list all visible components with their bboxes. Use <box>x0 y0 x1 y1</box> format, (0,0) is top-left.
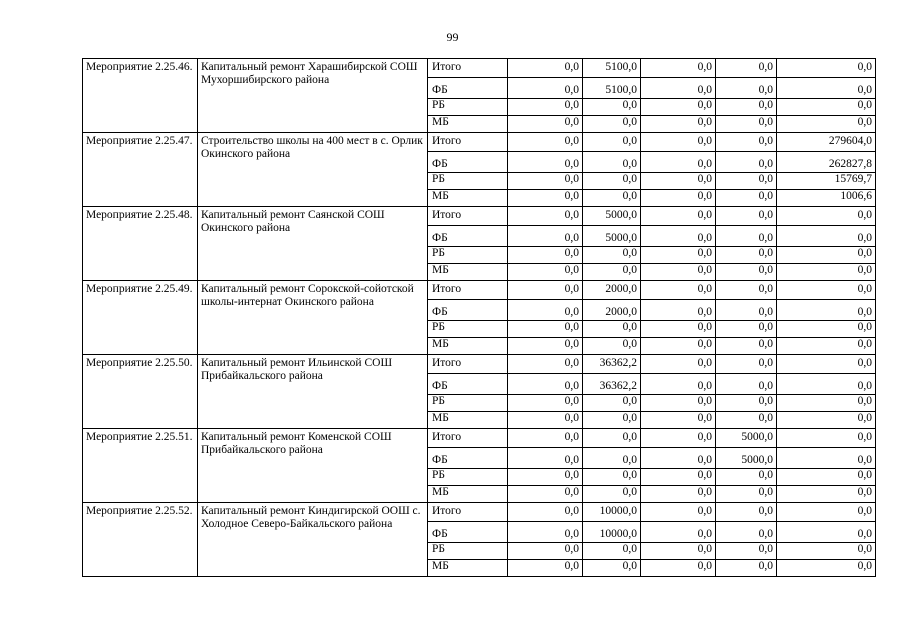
amount-cell: 0,0 <box>641 429 716 448</box>
amount-cell: 0,0 <box>777 543 876 560</box>
amount-cell: 0,0 <box>716 469 777 486</box>
activity-code: Мероприятие 2.25.49. <box>83 281 198 355</box>
amount-cell: 0,0 <box>583 99 641 116</box>
amount-cell: 1006,6 <box>777 190 876 207</box>
amount-cell: 0,0 <box>716 338 777 355</box>
amount-cell: 0,0 <box>716 374 777 395</box>
amount-cell: 0,0 <box>641 247 716 264</box>
amount-cell: 0,0 <box>641 264 716 281</box>
amount-cell: 0,0 <box>777 429 876 448</box>
amount-cell: 0,0 <box>777 522 876 543</box>
table-row <box>83 133 876 152</box>
activity-code: Мероприятие 2.25.52. <box>83 503 198 577</box>
amount-cell: 15769,7 <box>777 173 876 190</box>
activity-name: Капитальный ремонт Ильинской СОШ Прибайкальского района <box>198 355 428 429</box>
amount-cell: 0,0 <box>716 412 777 429</box>
activity-code: Мероприятие 2.25.47. <box>83 133 198 207</box>
amount-cell: 0,0 <box>508 321 583 338</box>
budget-table <box>82 58 876 577</box>
amount-cell: 0,0 <box>583 338 641 355</box>
table-row <box>83 503 876 522</box>
amount-cell: 0,0 <box>583 133 641 152</box>
table-row <box>83 59 876 78</box>
amount-cell: 0,0 <box>508 522 583 543</box>
amount-cell: 0,0 <box>583 469 641 486</box>
amount-cell: 0,0 <box>716 116 777 133</box>
funding-source: МБ <box>428 190 508 207</box>
amount-cell: 0,0 <box>508 152 583 173</box>
amount-cell: 0,0 <box>716 133 777 152</box>
amount-cell: 0,0 <box>641 338 716 355</box>
amount-cell: 0,0 <box>641 116 716 133</box>
funding-source: ФБ <box>428 78 508 99</box>
amount-cell: 0,0 <box>508 300 583 321</box>
amount-cell: 0,0 <box>641 59 716 78</box>
amount-cell: 0,0 <box>508 190 583 207</box>
amount-cell: 0,0 <box>508 226 583 247</box>
amount-cell: 0,0 <box>508 374 583 395</box>
funding-source: Итого <box>428 59 508 78</box>
activity-name: Строительство школы на 400 мест в с. Орлик Окинского района <box>198 133 428 207</box>
amount-cell: 0,0 <box>508 395 583 412</box>
amount-cell: 0,0 <box>641 226 716 247</box>
amount-cell: 0,0 <box>716 560 777 577</box>
amount-cell: 0,0 <box>641 99 716 116</box>
amount-cell: 0,0 <box>641 560 716 577</box>
amount-cell: 0,0 <box>716 207 777 226</box>
amount-cell: 0,0 <box>583 321 641 338</box>
funding-source: Итого <box>428 355 508 374</box>
amount-cell: 0,0 <box>508 448 583 469</box>
activity-name: Капитальный ремонт Киндигирской ООШ с. Холодное Северо-Байкальского района <box>198 503 428 577</box>
amount-cell: 0,0 <box>508 78 583 99</box>
amount-cell: 0,0 <box>641 374 716 395</box>
amount-cell: 0,0 <box>583 116 641 133</box>
activity-code: Мероприятие 2.25.48. <box>83 207 198 281</box>
amount-cell: 0,0 <box>777 355 876 374</box>
amount-cell: 0,0 <box>777 338 876 355</box>
funding-source: ФБ <box>428 522 508 543</box>
amount-cell: 10000,0 <box>583 503 641 522</box>
amount-cell: 0,0 <box>583 429 641 448</box>
amount-cell: 0,0 <box>583 247 641 264</box>
funding-source: МБ <box>428 116 508 133</box>
funding-source: МБ <box>428 264 508 281</box>
funding-source: ФБ <box>428 152 508 173</box>
amount-cell: 5100,0 <box>583 59 641 78</box>
amount-cell: 0,0 <box>777 503 876 522</box>
amount-cell: 5100,0 <box>583 78 641 99</box>
amount-cell: 0,0 <box>508 429 583 448</box>
amount-cell: 0,0 <box>716 152 777 173</box>
activity-name: Капитальный ремонт Харашибирской СОШ Мухоршибирского района <box>198 59 428 133</box>
funding-source: ФБ <box>428 226 508 247</box>
amount-cell: 0,0 <box>777 469 876 486</box>
amount-cell: 0,0 <box>641 152 716 173</box>
amount-cell: 0,0 <box>583 264 641 281</box>
amount-cell: 0,0 <box>777 395 876 412</box>
table-row <box>83 207 876 226</box>
amount-cell: 0,0 <box>583 173 641 190</box>
amount-cell: 0,0 <box>777 207 876 226</box>
funding-source: Итого <box>428 207 508 226</box>
amount-cell: 0,0 <box>641 412 716 429</box>
amount-cell: 0,0 <box>716 522 777 543</box>
activity-name: Капитальный ремонт Саянской СОШ Окинского района <box>198 207 428 281</box>
activity-name: Капитальный ремонт Сорокской-сойотской школы-интернат Окинского района <box>198 281 428 355</box>
amount-cell: 0,0 <box>508 338 583 355</box>
funding-source: РБ <box>428 321 508 338</box>
amount-cell: 2000,0 <box>583 300 641 321</box>
funding-source: РБ <box>428 99 508 116</box>
amount-cell: 0,0 <box>716 486 777 503</box>
amount-cell: 0,0 <box>716 78 777 99</box>
amount-cell: 0,0 <box>716 355 777 374</box>
activity-name: Капитальный ремонт Коменской СОШ Прибайкальского района <box>198 429 428 503</box>
amount-cell: 0,0 <box>716 247 777 264</box>
amount-cell: 0,0 <box>641 543 716 560</box>
amount-cell: 0,0 <box>583 560 641 577</box>
amount-cell: 0,0 <box>641 281 716 300</box>
amount-cell: 0,0 <box>716 395 777 412</box>
amount-cell: 5000,0 <box>716 448 777 469</box>
amount-cell: 0,0 <box>583 543 641 560</box>
funding-source: ФБ <box>428 300 508 321</box>
amount-cell: 0,0 <box>583 412 641 429</box>
amount-cell: 0,0 <box>583 190 641 207</box>
amount-cell: 0,0 <box>716 300 777 321</box>
amount-cell: 0,0 <box>508 469 583 486</box>
amount-cell: 0,0 <box>716 99 777 116</box>
activity-code: Мероприятие 2.25.51. <box>83 429 198 503</box>
funding-source: Итого <box>428 133 508 152</box>
amount-cell: 2000,0 <box>583 281 641 300</box>
amount-cell: 0,0 <box>716 503 777 522</box>
amount-cell: 0,0 <box>583 448 641 469</box>
amount-cell: 0,0 <box>777 300 876 321</box>
amount-cell: 5000,0 <box>583 207 641 226</box>
funding-source: РБ <box>428 395 508 412</box>
amount-cell: 0,0 <box>777 321 876 338</box>
amount-cell: 0,0 <box>716 543 777 560</box>
amount-cell: 0,0 <box>777 226 876 247</box>
amount-cell: 0,0 <box>777 264 876 281</box>
amount-cell: 0,0 <box>777 448 876 469</box>
amount-cell: 0,0 <box>777 486 876 503</box>
amount-cell: 0,0 <box>716 173 777 190</box>
amount-cell: 0,0 <box>583 152 641 173</box>
amount-cell: 0,0 <box>508 207 583 226</box>
activity-code: Мероприятие 2.25.46. <box>83 59 198 133</box>
amount-cell: 0,0 <box>508 99 583 116</box>
amount-cell: 0,0 <box>641 78 716 99</box>
amount-cell: 262827,8 <box>777 152 876 173</box>
amount-cell: 0,0 <box>641 395 716 412</box>
table-row <box>83 355 876 374</box>
page-number: 99 <box>446 30 459 44</box>
amount-cell: 0,0 <box>508 247 583 264</box>
amount-cell: 0,0 <box>508 486 583 503</box>
amount-cell: 0,0 <box>508 281 583 300</box>
funding-source: РБ <box>428 173 508 190</box>
amount-cell: 0,0 <box>777 560 876 577</box>
amount-cell: 0,0 <box>508 59 583 78</box>
funding-source: РБ <box>428 247 508 264</box>
amount-cell: 36362,2 <box>583 374 641 395</box>
amount-cell: 0,0 <box>716 59 777 78</box>
amount-cell: 0,0 <box>777 281 876 300</box>
amount-cell: 0,0 <box>777 99 876 116</box>
amount-cell: 0,0 <box>716 226 777 247</box>
funding-source: МБ <box>428 560 508 577</box>
funding-source: ФБ <box>428 448 508 469</box>
amount-cell: 0,0 <box>641 173 716 190</box>
amount-cell: 0,0 <box>777 116 876 133</box>
amount-cell: 0,0 <box>508 560 583 577</box>
amount-cell: 0,0 <box>641 190 716 207</box>
funding-source: Итого <box>428 281 508 300</box>
amount-cell: 0,0 <box>641 133 716 152</box>
amount-cell: 0,0 <box>641 300 716 321</box>
amount-cell: 0,0 <box>508 264 583 281</box>
amount-cell: 0,0 <box>641 321 716 338</box>
amount-cell: 0,0 <box>777 374 876 395</box>
funding-source: РБ <box>428 543 508 560</box>
amount-cell: 0,0 <box>777 59 876 78</box>
amount-cell: 0,0 <box>641 469 716 486</box>
amount-cell: 0,0 <box>641 503 716 522</box>
amount-cell: 0,0 <box>716 321 777 338</box>
amount-cell: 0,0 <box>641 355 716 374</box>
funding-source: МБ <box>428 338 508 355</box>
table-row <box>83 429 876 448</box>
amount-cell: 0,0 <box>641 486 716 503</box>
activity-code: Мероприятие 2.25.50. <box>83 355 198 429</box>
amount-cell: 0,0 <box>777 247 876 264</box>
amount-cell: 0,0 <box>641 207 716 226</box>
amount-cell: 5000,0 <box>716 429 777 448</box>
amount-cell: 0,0 <box>508 173 583 190</box>
amount-cell: 0,0 <box>508 355 583 374</box>
amount-cell: 36362,2 <box>583 355 641 374</box>
funding-source: МБ <box>428 486 508 503</box>
funding-source: Итого <box>428 429 508 448</box>
amount-cell: 0,0 <box>716 190 777 207</box>
table-body <box>83 59 876 577</box>
funding-source: Итого <box>428 503 508 522</box>
funding-source: ФБ <box>428 374 508 395</box>
amount-cell: 0,0 <box>508 133 583 152</box>
amount-cell: 0,0 <box>641 448 716 469</box>
amount-cell: 0,0 <box>508 412 583 429</box>
table-row <box>83 281 876 300</box>
amount-cell: 0,0 <box>583 395 641 412</box>
funding-source: РБ <box>428 469 508 486</box>
funding-source: МБ <box>428 412 508 429</box>
amount-cell: 0,0 <box>508 543 583 560</box>
amount-cell: 0,0 <box>508 116 583 133</box>
amount-cell: 0,0 <box>716 264 777 281</box>
amount-cell: 279604,0 <box>777 133 876 152</box>
amount-cell: 0,0 <box>641 522 716 543</box>
amount-cell: 0,0 <box>508 503 583 522</box>
amount-cell: 0,0 <box>716 281 777 300</box>
amount-cell: 0,0 <box>777 78 876 99</box>
amount-cell: 0,0 <box>777 412 876 429</box>
amount-cell: 10000,0 <box>583 522 641 543</box>
amount-cell: 5000,0 <box>583 226 641 247</box>
amount-cell: 0,0 <box>583 486 641 503</box>
